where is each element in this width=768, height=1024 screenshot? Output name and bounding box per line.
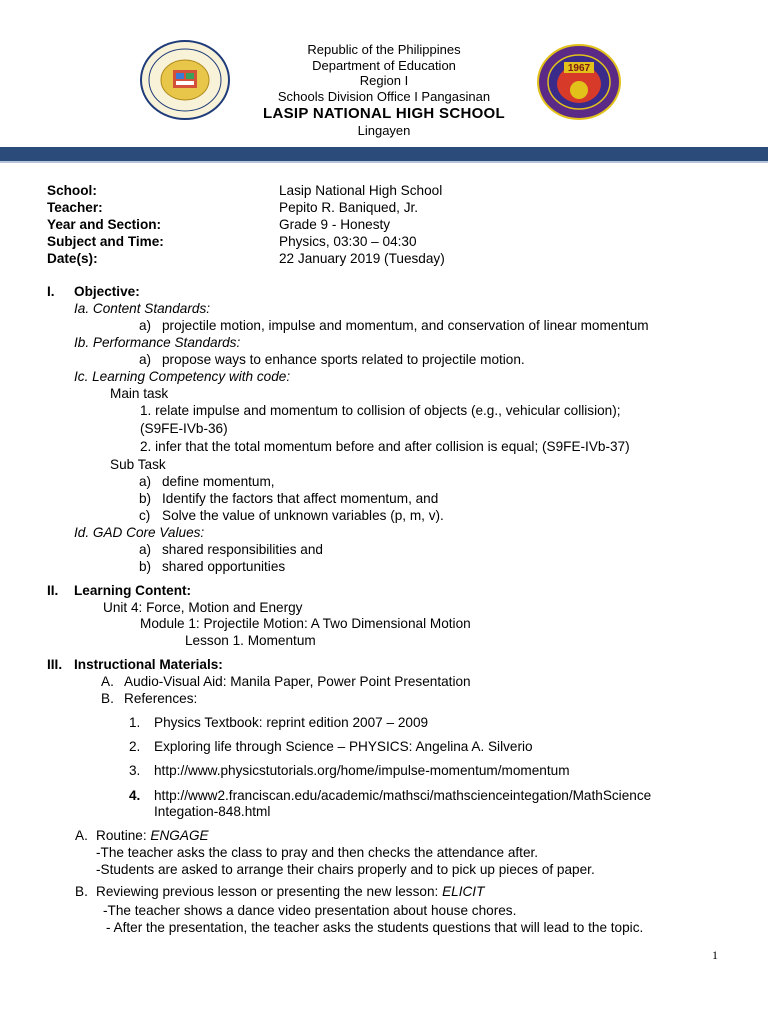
- reference-item: Physics Textbook: reprint edition 2007 – 2009: [154, 715, 429, 730]
- list-marker: a): [139, 352, 152, 367]
- info-school-value: Lasip National High School: [279, 183, 443, 198]
- review-elicit: ELICIT: [442, 884, 485, 899]
- learning-competency-heading: Ic. Learning Competency with code:: [74, 369, 291, 384]
- reference-link-continued[interactable]: Integation-848.html: [154, 804, 271, 819]
- main-task-item-1: 1. relate impulse and momentum to collision of objects (e.g., vehicular collision);: [140, 403, 621, 418]
- routine-engage: ENGAGE: [150, 828, 209, 843]
- list-marker: A.: [101, 674, 114, 689]
- list-marker: B.: [101, 691, 114, 706]
- list-marker: 1.: [129, 715, 141, 730]
- header-band: [0, 147, 768, 161]
- header-divider: [0, 161, 768, 163]
- routine-label: Routine:: [96, 828, 151, 843]
- routine-line-2: -Students are asked to arrange their chairs properly and to pick up pieces of paper.: [96, 862, 595, 877]
- unit-line: Unit 4: Force, Motion and Energy: [103, 600, 303, 615]
- info-date-label: Date(s):: [47, 251, 98, 266]
- references-heading: References:: [124, 691, 198, 706]
- list-marker: B.: [75, 884, 88, 899]
- gad-values-heading: Id. GAD Core Values:: [74, 525, 205, 540]
- list-marker: a): [139, 542, 152, 557]
- reference-link[interactable]: http://www.physicstutorials.org/home/impulse-momentum/momentum: [154, 763, 570, 778]
- review-label: Reviewing previous lesson or presenting the new lesson:: [96, 884, 443, 899]
- sub-task-item: define momentum,: [162, 474, 275, 489]
- town-line: Lingayen: [357, 123, 411, 138]
- country-line: Republic of the Philippines: [307, 42, 461, 57]
- routine-heading: [96, 827, 209, 844]
- routine-line-1: -The teacher asks the class to pray and then checks the attendance after.: [96, 845, 539, 860]
- list-marker: b): [139, 559, 152, 574]
- info-date-value: 22 January 2019 (Tuesday): [279, 251, 445, 266]
- list-marker: A.: [75, 828, 88, 843]
- list-marker: b): [139, 491, 152, 506]
- info-year-label: Year and Section:: [47, 217, 162, 232]
- materials-av-aid: Audio-Visual Aid: Manila Paper, Power Point Presentation: [124, 674, 471, 689]
- content-standards-heading: Ia. Content Standards:: [74, 301, 211, 316]
- section-1-number: I.: [47, 284, 55, 299]
- performance-standard-item: propose ways to enhance sports related to projectile motion.: [162, 352, 525, 367]
- list-marker: a): [139, 474, 152, 489]
- department-line: Department of Education: [312, 57, 456, 73]
- info-subject-value: Physics, 03:30 – 04:30: [279, 234, 417, 249]
- section-3-title: Instructional Materials:: [74, 657, 223, 672]
- section-2-title: Learning Content:: [74, 583, 192, 598]
- reference-item: Exploring life through Science – PHYSICS: Angelina A. Silverio: [154, 739, 533, 754]
- main-task-item-1-code: (S9FE-IVb-36): [140, 421, 228, 436]
- page-number: 1: [712, 948, 718, 962]
- sub-task-item: Identify the factors that affect momentum, and: [162, 491, 439, 506]
- info-year-value: Grade 9 - Honesty: [279, 217, 391, 232]
- gad-value-item: shared responsibilities and: [162, 542, 323, 557]
- section-2-number: II.: [47, 583, 59, 598]
- sub-task-label: Sub Task: [110, 457, 166, 472]
- info-subject-label: Subject and Time:: [47, 234, 164, 249]
- content-standard-item: projectile motion, impulse and momentum, and conservation of linear momentum: [162, 318, 649, 333]
- list-marker: 4.: [129, 788, 141, 803]
- main-task-label: Main task: [110, 386, 169, 401]
- review-line-1: -The teacher shows a dance video presentation about house chores.: [103, 903, 517, 918]
- info-teacher-label: Teacher:: [47, 200, 103, 215]
- letterhead: [0, 42, 768, 139]
- reference-link[interactable]: http://www2.franciscan.edu/academic/mathsci/mathscienceintegation/MathScience: [154, 788, 652, 803]
- school-name-heading: LASIP NATIONAL HIGH SCHOOL: [263, 105, 505, 122]
- section-1-title: Objective:: [74, 284, 140, 299]
- list-marker: 3.: [129, 763, 141, 778]
- list-marker: 2.: [129, 739, 141, 754]
- gad-value-item: shared opportunities: [162, 559, 286, 574]
- review-heading: [96, 883, 484, 900]
- performance-standards-heading: Ib. Performance Standards:: [74, 335, 241, 350]
- list-marker: c): [139, 508, 151, 523]
- module-line: Module 1: Projectile Motion: A Two Dimensional Motion: [140, 616, 471, 631]
- seal-year: 1967: [567, 63, 591, 74]
- lesson-line: Lesson 1. Momentum: [185, 633, 316, 648]
- sub-task-item: Solve the value of unknown variables (p, m, v).: [162, 508, 444, 523]
- main-task-item-2: 2. infer that the total momentum before and after collision is equal; (S9FE-IVb-37): [140, 439, 630, 454]
- list-marker: a): [139, 318, 152, 333]
- region-line: Region I: [359, 73, 409, 88]
- division-line: Schools Division Office I Pangasinan: [277, 88, 491, 104]
- section-3-number: III.: [47, 657, 63, 672]
- review-line-2: - After the presentation, the teacher asks the students questions that will lead to the topic.: [106, 920, 644, 935]
- info-school-label: School:: [47, 183, 97, 198]
- info-teacher-value: Pepito R. Baniqued, Jr.: [279, 200, 419, 215]
